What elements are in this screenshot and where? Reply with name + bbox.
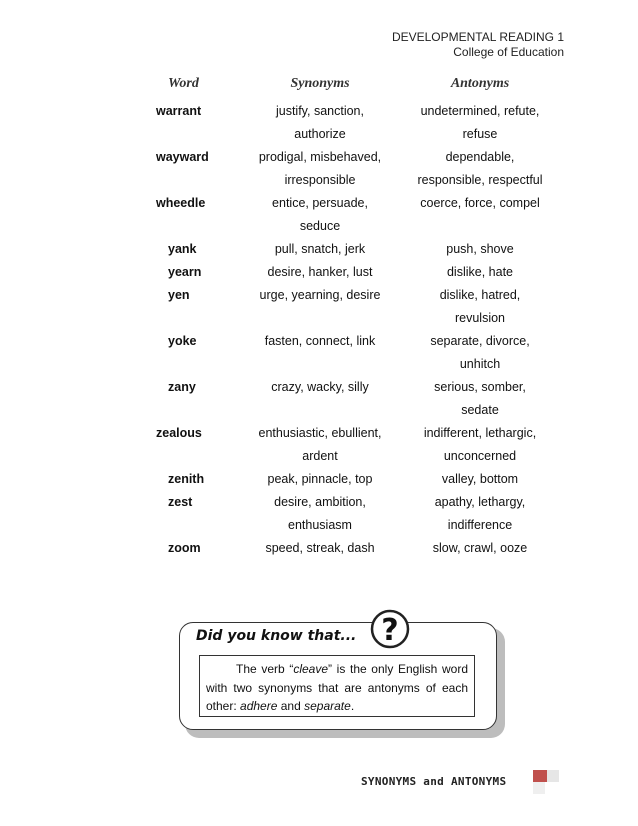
did-you-know-callout <box>179 613 507 740</box>
synonyms-cell <box>240 146 400 192</box>
word-cell: zest <box>168 495 193 509</box>
synonyms-line: fasten, connect, link <box>264 334 376 348</box>
antonyms-line: indifferent, lethargic, <box>423 426 537 440</box>
antonyms-cell <box>400 146 560 192</box>
synonyms-cell <box>240 238 400 261</box>
synonyms-line: urge, yearning, desire <box>259 288 381 302</box>
antonyms-line: indifference <box>447 518 513 532</box>
callout-text <box>199 655 475 717</box>
antonyms-cell <box>400 422 560 468</box>
word-cell: zenith <box>168 472 205 486</box>
antonyms-line: valley, bottom <box>441 472 519 486</box>
antonyms-line: push, shove <box>446 242 514 256</box>
synonyms-line: desire, hanker, lust <box>267 265 373 279</box>
word-cell: zoom <box>168 541 201 555</box>
antonyms-line: dislike, hate <box>446 265 513 279</box>
callout-text-part: . <box>350 699 355 713</box>
antonyms-line: refuse <box>462 127 498 141</box>
callout-text-part: adhere <box>240 699 278 713</box>
antonyms-cell <box>400 284 560 330</box>
svg-text:?: ? <box>381 613 399 648</box>
table-body <box>156 100 560 560</box>
word-cell: yen <box>168 288 190 302</box>
question-mark-icon <box>370 609 410 649</box>
callout-text-part: separate <box>304 699 351 713</box>
synonyms-cell <box>240 284 400 330</box>
synonyms-line: prodigal, misbehaved, <box>258 150 382 164</box>
table-row <box>156 376 560 422</box>
word-cell: wayward <box>156 150 209 164</box>
word-cell: yank <box>168 242 197 256</box>
footer-accent-square <box>533 770 547 782</box>
synonyms-cell <box>240 330 400 376</box>
callout-text-part: ” is the only English word with two synonyms that are antonyms of each other: <box>206 662 468 713</box>
synonyms-cell <box>240 261 400 284</box>
callout-title: Did you know that... <box>196 628 357 644</box>
synonyms-line: enthusiastic, ebullient, <box>258 426 382 440</box>
synonyms-line: authorize <box>294 127 346 141</box>
antonyms-line: separate, divorce, <box>430 334 530 348</box>
synonyms-cell <box>240 537 400 560</box>
table-row <box>156 261 560 284</box>
antonyms-cell <box>400 330 560 376</box>
callout-text-part: cleave <box>293 662 329 676</box>
table-row <box>156 146 560 192</box>
antonyms-line: revulsion <box>454 311 506 325</box>
college-name: College of Education <box>453 45 564 59</box>
table-header-row <box>156 68 560 100</box>
synonyms-cell <box>240 491 400 537</box>
synonyms-line: entice, persuade, <box>272 196 368 210</box>
course-title: DEVELOPMENTAL READING 1 <box>391 30 564 44</box>
synonyms-line: seduce <box>299 219 341 233</box>
synonyms-line: justify, sanction, <box>275 104 364 118</box>
callout-box <box>179 613 497 730</box>
antonyms-cell <box>400 238 560 261</box>
antonyms-cell <box>400 491 560 537</box>
word-cell: zany <box>168 380 196 394</box>
synonyms-line: desire, ambition, <box>274 495 366 509</box>
word-cell: zealous <box>156 426 202 440</box>
antonyms-line: dependable, <box>445 150 515 164</box>
table-row <box>156 422 560 468</box>
footer-label: SYNONYMS and ANTONYMS <box>361 775 507 788</box>
synonyms-line: peak, pinnacle, top <box>267 472 373 486</box>
antonyms-line: responsible, respectful <box>417 173 543 187</box>
table-row <box>156 491 560 537</box>
antonyms-cell <box>400 376 560 422</box>
table-row <box>156 238 560 261</box>
word-cell: yearn <box>168 265 202 279</box>
synonyms-cell <box>240 100 400 146</box>
table-row <box>156 330 560 376</box>
synonyms-cell <box>240 422 400 468</box>
page-header <box>392 30 564 60</box>
synonyms-line: irresponsible <box>284 173 356 187</box>
antonyms-cell <box>400 100 560 146</box>
table-row <box>156 284 560 330</box>
synonyms-line: ardent <box>302 449 338 463</box>
antonyms-line: undetermined, refute, <box>420 104 540 118</box>
word-cell: warrant <box>156 104 202 118</box>
synonyms-line: pull, snatch, jerk <box>274 242 366 256</box>
synonyms-line: enthusiasm <box>288 518 352 532</box>
synonyms-line: crazy, wacky, silly <box>271 380 369 394</box>
antonyms-line: sedate <box>461 403 499 417</box>
table-row <box>156 192 560 238</box>
callout-text-part: The verb “ <box>236 662 294 676</box>
callout-text-part: and <box>277 699 305 713</box>
word-column-header: Word <box>168 76 199 91</box>
antonyms-line: serious, somber, <box>434 380 526 394</box>
synonyms-cell <box>240 192 400 238</box>
synonyms-cell <box>240 376 400 422</box>
synonyms-cell <box>240 468 400 491</box>
antonyms-line: apathy, lethargy, <box>434 495 526 509</box>
footer-decor-square <box>533 782 545 794</box>
antonyms-cell <box>400 468 560 491</box>
antonyms-cell <box>400 537 560 560</box>
antonyms-line: unhitch <box>459 357 501 371</box>
table-row <box>156 100 560 146</box>
antonyms-column-header: Antonyms <box>450 76 510 91</box>
word-cell: wheedle <box>156 196 206 210</box>
antonyms-line: dislike, hatred, <box>439 288 521 302</box>
table-row <box>156 468 560 491</box>
antonyms-line: slow, crawl, ooze <box>432 541 528 555</box>
antonyms-cell <box>400 192 560 238</box>
antonyms-cell <box>400 261 560 284</box>
synonyms-column-header: Synonyms <box>290 76 350 91</box>
synonyms-line: speed, streak, dash <box>265 541 375 555</box>
footer-decor-square <box>547 770 559 782</box>
table-row <box>156 537 560 560</box>
antonyms-line: unconcerned <box>443 449 517 463</box>
vocabulary-table <box>156 68 560 560</box>
word-cell: yoke <box>168 334 197 348</box>
antonyms-line: coerce, force, compel <box>420 196 540 210</box>
